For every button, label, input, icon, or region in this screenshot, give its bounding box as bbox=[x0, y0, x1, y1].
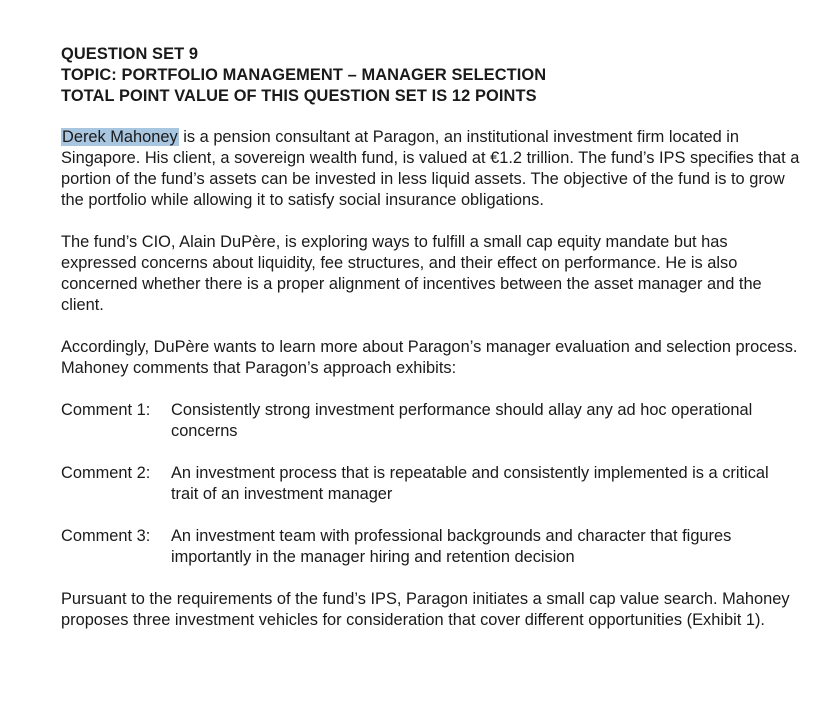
document-page bbox=[61, 44, 806, 652]
process-paragraph: Accordingly, DuPère wants to learn more about Paragon’s manager evaluation and selection process. Mahoney comments that Paragon’s approach exhibits: bbox=[61, 338, 798, 377]
comment-label: Comment 2: bbox=[61, 464, 151, 482]
comment-1 bbox=[61, 400, 806, 442]
selected-text-highlight[interactable]: Derek Mahoney bbox=[62, 128, 178, 146]
intro-paragraph-text: is a pension consultant at Paragon, an institutional investment firm located in Singapore. His client, a sovereign wealth fund, is valued at €1.2 trillion. The fund’s IPS specifies that a portion of the fund’s assets can be invested in less liquid assets. The objective of the fund is to grow the portfolio while allowing it to satisfy social insurance obligations. bbox=[61, 128, 800, 209]
comment-label: Comment 3: bbox=[61, 527, 151, 545]
question-set-number: QUESTION SET 9 bbox=[61, 45, 199, 63]
comment-text: Consistently strong investment performance should allay any ad hoc operational concerns bbox=[171, 401, 753, 440]
comment-text: An investment process that is repeatable and consistently implemented is a critical trait of an investment manager bbox=[171, 464, 769, 503]
search-paragraph: Pursuant to the requirements of the fund’s IPS, Paragon initiates a small cap value search. Mahoney proposes three investment vehicles for consideration that cover different opportunities (Exhibit 1). bbox=[61, 590, 790, 629]
question-set-header bbox=[61, 44, 806, 107]
point-value-line: TOTAL POINT VALUE OF THIS QUESTION SET IS 12 POINTS bbox=[61, 87, 537, 105]
cio-paragraph: The fund’s CIO, Alain DuPère, is exploring ways to fulfill a small cap equity mandate but has expressed concerns about liquidity, fee structures, and their effect on performance. He is also concerned whether there is a proper alignment of incentives between the asset manager and the client. bbox=[61, 233, 762, 314]
comment-2 bbox=[61, 463, 806, 505]
comment-label: Comment 1: bbox=[61, 401, 151, 419]
intro-paragraph[interactable] bbox=[61, 127, 806, 211]
topic-line: TOPIC: PORTFOLIO MANAGEMENT – MANAGER SELECTION bbox=[61, 66, 547, 84]
comment-text: An investment team with professional backgrounds and character that figures importantly in the manager hiring and retention decision bbox=[171, 527, 732, 566]
comment-3 bbox=[61, 526, 806, 568]
